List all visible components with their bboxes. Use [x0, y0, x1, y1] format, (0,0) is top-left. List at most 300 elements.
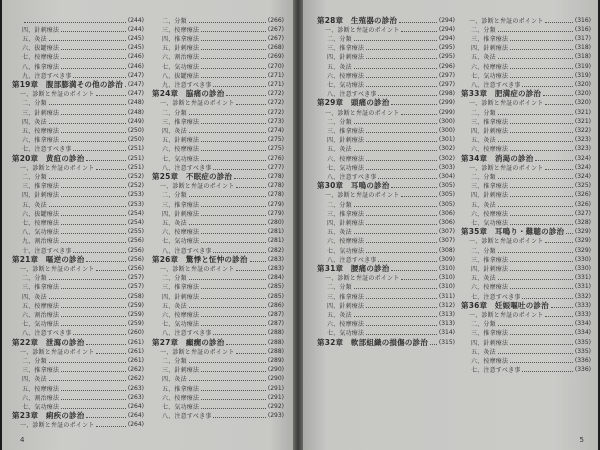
entry-title: 第24章 脇痛の診治 — [152, 89, 225, 99]
entry-page: (264) — [127, 421, 144, 429]
entry-title: 五、灸法 — [471, 275, 496, 283]
entry-page: (329) — [574, 246, 591, 254]
entry-title: 八、注意すべき事 — [162, 413, 212, 421]
entry-title: 五、灸法 — [162, 302, 187, 310]
page-number: 4 — [20, 436, 25, 444]
entry-title: 五、推拿療法 — [162, 385, 200, 393]
entry-page: (286) — [267, 301, 284, 309]
entry-page: (260) — [127, 329, 144, 337]
entry-title: 四、針刺療法 — [327, 302, 365, 310]
entry-title: 三、推拿療法 — [22, 367, 60, 375]
entry-page: (287) — [267, 320, 284, 328]
entry-page: (244) — [127, 25, 144, 33]
entry-page: (272) — [267, 90, 284, 98]
entry-title: 第34章 消渇の診治 — [461, 153, 534, 163]
entry-page: (247) — [127, 71, 144, 79]
entry-title: 五、灸法 — [471, 54, 496, 62]
entry-title: 六、推拿療法 — [22, 137, 60, 145]
entry-title: 四、灸法 — [22, 376, 47, 384]
entry-page: (291) — [267, 393, 284, 401]
entry-page: (306) — [438, 209, 455, 217]
entry-page: (282) — [267, 246, 284, 254]
entry-title: 三、推拿療法 — [471, 118, 509, 126]
entry-title: 四、推拿療法 — [162, 35, 200, 43]
entry-page: (249) — [127, 117, 144, 125]
entry-page: (259) — [127, 301, 144, 309]
entry-page: (307) — [438, 237, 455, 245]
entry-title: 七、按摩療法 — [22, 219, 60, 227]
entry-page: (258) — [127, 292, 144, 300]
entry-page: (244) — [127, 16, 144, 24]
entry-title: 三、推拿療法 — [162, 201, 200, 209]
entry-page: (300) — [438, 117, 455, 125]
entry-page: (323) — [574, 136, 591, 144]
entry-page: (288) — [267, 329, 284, 337]
entry-title: 五、灸法 — [22, 201, 47, 209]
entry-title: 第22章 泄瀉の診治 — [12, 337, 85, 347]
entry-title: 二、分類 — [327, 118, 352, 126]
entry-title: 五、灸法 — [162, 219, 187, 227]
entry-page: (256) — [127, 255, 144, 263]
entry-title: 三、推拿療法 — [471, 35, 509, 43]
entry-title: 六、按摩療法 — [327, 321, 365, 329]
entry-title: 五、針刺療法 — [162, 45, 200, 53]
entry-title: 四、針刺療法 — [471, 45, 509, 53]
entry-page: (313) — [438, 310, 455, 318]
entry-page: (293) — [267, 412, 284, 420]
entry-title: 七、按摩療法 — [22, 54, 60, 62]
entry-page: (320) — [574, 99, 591, 107]
entry-page: (323) — [574, 145, 591, 153]
entry-title: 七、気功療法 — [471, 72, 509, 80]
entry-page: (283) — [267, 255, 284, 263]
entry-page: (294) — [438, 34, 455, 42]
entry-title: 二、分類 — [22, 275, 47, 283]
entry-page: (336) — [574, 366, 591, 374]
entry-title: 二、分類 — [162, 357, 187, 365]
entry-page: (246) — [127, 62, 144, 70]
entry-title: 八、拔罐療法 — [162, 72, 200, 80]
entry-title: 八、気功療法 — [22, 229, 60, 237]
entry-title: 四、針刺療法 — [327, 54, 365, 62]
entry-title: 七、気功療法 — [162, 155, 200, 163]
entry-page: (278) — [267, 182, 284, 190]
entry-page: (254) — [127, 209, 144, 217]
dot-leader — [522, 371, 572, 372]
entry-page: (262) — [127, 375, 144, 383]
entry-page: (275) — [267, 145, 284, 153]
entry-title: 四、針刺療法 — [471, 339, 509, 347]
entry-page: (247) — [127, 80, 144, 88]
entry-page: (308) — [438, 246, 455, 254]
entry-title: 二、分類 — [162, 17, 187, 25]
entry-page: (326) — [574, 200, 591, 208]
entry-page: (248) — [127, 108, 144, 116]
entry-page: (334) — [574, 320, 591, 328]
entry-title: 三、推拿療法 — [471, 330, 509, 338]
entry-page: (305) — [438, 200, 455, 208]
entry-title: 六、按摩療法 — [162, 311, 200, 319]
entry-title: 一、診断と弁証のポイント — [20, 422, 95, 430]
entry-title: 六、按摩療法 — [162, 146, 200, 154]
entry-title: 三、推拿療法 — [162, 118, 200, 126]
entry-page: (297) — [438, 80, 455, 88]
entry-page: (270) — [267, 62, 284, 70]
entry-title: 第33章 肥満症の診治 — [461, 89, 542, 99]
entry-page: (305) — [438, 191, 455, 199]
entry-title: 第26章 驚悸と怔忡の診治 — [152, 254, 248, 264]
entry-page: (300) — [438, 126, 455, 134]
entry-title: 八、注意すべき事 — [22, 330, 72, 338]
entry-title: 二、分類 — [471, 109, 496, 117]
entry-title: 二、分類 — [327, 201, 352, 209]
entry-page: (280) — [267, 218, 284, 226]
entry-title: 七、気功療法 — [327, 81, 365, 89]
entry-title: 八、推拿療法 — [22, 63, 60, 71]
entry-page: (255) — [127, 228, 144, 236]
entry-title: 六、按摩療法 — [327, 238, 365, 246]
toc-entry — [152, 410, 284, 422]
entry-title: 四、針刺療法 — [22, 26, 60, 34]
entry-page: (333) — [574, 301, 591, 309]
entry-title: 四、灸法 — [162, 127, 187, 135]
entry-title: 四、灸法 — [22, 118, 47, 126]
entry-title: 五、灸法 — [327, 63, 352, 71]
entry-title: 六、拔罐療法 — [22, 45, 60, 53]
entry-page: (250) — [127, 136, 144, 144]
entry-title: 一、診断と弁証のポイント — [325, 109, 400, 117]
entry-title: 第27章 癲癇の診治 — [152, 337, 225, 347]
entry-page: (295) — [438, 53, 455, 61]
entry-page: (328) — [574, 218, 591, 226]
entry-page: (322) — [574, 126, 591, 134]
entry-title: 五、按摩療法 — [22, 302, 60, 310]
entry-title: 六、按摩療法 — [471, 63, 509, 71]
entry-page: (256) — [127, 264, 144, 272]
entry-page: (295) — [438, 44, 455, 52]
entry-title: 一、診断と弁証のポイント — [325, 192, 400, 200]
entry-title: 五、針刺療法 — [162, 137, 200, 145]
entry-page: (259) — [127, 310, 144, 318]
entry-page: (284) — [267, 274, 284, 282]
entry-title: 二、分類 — [162, 275, 187, 283]
entry-page: (331) — [574, 283, 591, 291]
entry-page: (261) — [127, 338, 144, 346]
entry-title: 七、気功療法 — [471, 219, 509, 227]
entry-title: 二、分類 — [471, 321, 496, 329]
entry-title: 第20章 黄疸の診治 — [12, 153, 85, 163]
entry-title: 五、按摩療法 — [22, 385, 60, 393]
entry-page: (285) — [267, 292, 284, 300]
entry-title: 五、灸法 — [471, 201, 496, 209]
entry-page: (287) — [267, 310, 284, 318]
entry-title: 五、按摩療法 — [22, 127, 60, 135]
entry-page: (298) — [438, 90, 455, 98]
dot-leader — [96, 426, 125, 427]
entry-title: 三、按摩療法 — [162, 26, 200, 34]
entry-title: 三、推拿療法 — [327, 127, 365, 135]
entry-title: 二、分類 — [162, 109, 187, 117]
entry-page: (245) — [127, 34, 144, 42]
entry-page: (288) — [267, 347, 284, 355]
entry-page: (331) — [574, 274, 591, 282]
entry-title: 六、按摩療法 — [162, 394, 200, 402]
entry-page: (329) — [574, 228, 591, 236]
entry-title: 一、診断と弁証のポイント — [469, 238, 544, 246]
entry-page: (269) — [267, 53, 284, 61]
entry-page: (321) — [574, 108, 591, 116]
entry-title: 四、針刺療法 — [471, 265, 509, 273]
entry-title: 一、診断と弁証のポイント — [160, 100, 235, 108]
dot-leader — [213, 417, 265, 418]
entry-page: (272) — [267, 99, 284, 107]
entry-title: 六、割治療法 — [22, 311, 60, 319]
entry-page: (301) — [438, 136, 455, 144]
entry-title: 一、診断と弁証のポイント — [469, 17, 544, 25]
entry-title: 七、気功療法 — [162, 321, 200, 329]
entry-title: 一、診断と弁証のポイント — [160, 265, 235, 273]
entry-title: 四、針刺療法 — [471, 127, 509, 135]
entry-title: 四、針刺療法 — [327, 137, 365, 145]
entry-title: 三、推拿療法 — [162, 284, 200, 292]
entry-title: 第29章 頭痛の診治 — [317, 98, 390, 108]
entry-title: 三、推拿療法 — [327, 293, 365, 301]
entry-title: 二、分類 — [471, 247, 496, 255]
entry-title: 五、灸法 — [327, 311, 352, 319]
entry-title: 六、按摩療法 — [162, 229, 200, 237]
entry-title: 第28章 生殖器の診治 — [317, 15, 398, 25]
entry-page: (313) — [438, 320, 455, 328]
entry-page: (310) — [438, 264, 455, 272]
entry-title: 三、針刺療法 — [162, 367, 200, 375]
entry-page: (324) — [574, 163, 591, 171]
entry-page: (267) — [267, 34, 284, 42]
chapter-entry — [317, 336, 455, 348]
entry-page: (254) — [127, 218, 144, 226]
entry-title: 第32章 軟部組織の損傷の診治 — [317, 337, 428, 347]
entry-page: (253) — [127, 191, 144, 199]
entry-page: (245) — [127, 44, 144, 52]
entry-title: 六、拔罐療法 — [22, 210, 60, 218]
entry-title: 七、気功療法 — [162, 63, 200, 71]
entry-title: 三、推拿療法 — [471, 256, 509, 264]
entry-title: 八、注意すべき事 — [162, 247, 212, 255]
entry-page: (303) — [438, 163, 455, 171]
entry-page: (266) — [267, 16, 284, 24]
entry-title: 四、針刺療法 — [22, 192, 60, 200]
entry-page: (252) — [127, 172, 144, 180]
entry-title: 六、割治療法 — [22, 394, 60, 402]
entry-title: 第30章 耳鳴の診治 — [317, 181, 390, 191]
entry-title: 三、推拿療法 — [22, 183, 60, 191]
entry-title: 六、按摩療法 — [471, 146, 509, 154]
entry-page: (261) — [127, 347, 144, 355]
entry-title: 七、気功療法 — [327, 330, 365, 338]
entry-title: 第25章 不眠症の診治 — [152, 171, 233, 181]
entry-title: 八、注意すべき事 — [327, 173, 377, 181]
entry-page: (316) — [574, 25, 591, 33]
entry-page: (333) — [574, 310, 591, 318]
entry-page: (261) — [127, 356, 144, 364]
entry-title: 七、気功療法 — [162, 238, 200, 246]
entry-title: 第36章 妊娠嘔吐の診治 — [461, 300, 549, 310]
entry-page: (317) — [574, 34, 591, 42]
entry-title: 第35章 耳鳴り・難聴の診治 — [461, 227, 565, 237]
entry-page: (320) — [574, 80, 591, 88]
entry-title: 一、診断と弁証のポイント — [20, 348, 95, 356]
entry-title: 八、注意すべき事 — [471, 81, 521, 89]
entry-title: 七、気功療法 — [22, 403, 60, 411]
entry-page: (334) — [574, 329, 591, 337]
entry-title: 三、推拿療法 — [327, 45, 365, 53]
entry-page: (276) — [267, 154, 284, 162]
entry-page: (267) — [267, 25, 284, 33]
entry-page: (306) — [438, 218, 455, 226]
entry-title: 二、分類 — [22, 100, 47, 108]
entry-page: (262) — [127, 366, 144, 374]
entry-title: 六、按摩療法 — [471, 284, 509, 292]
entry-title: 二、分類 — [471, 26, 496, 34]
entry-title: 一、診断と弁証のポイント — [469, 311, 544, 319]
entry-title: 五、灸法 — [471, 348, 496, 356]
entry-page: (314) — [438, 329, 455, 337]
entry-title: 一、診断と弁証のポイント — [469, 100, 544, 108]
entry-page: (311) — [438, 292, 455, 300]
entry-page: (283) — [267, 264, 284, 272]
entry-page: (257) — [127, 283, 144, 291]
entry-page: (319) — [574, 71, 591, 79]
entry-page: (325) — [574, 182, 591, 190]
entry-page: (324) — [574, 154, 591, 162]
entry-title: 四、灸法 — [22, 293, 47, 301]
entry-page: (288) — [267, 338, 284, 346]
entry-page: (307) — [438, 228, 455, 236]
entry-title: 四、針刺療法 — [327, 219, 365, 227]
entry-page: (253) — [127, 200, 144, 208]
entry-page: (304) — [438, 172, 455, 180]
dot-leader — [430, 344, 437, 345]
entry-title: 十、注意すべき事 — [22, 247, 72, 255]
entry-page: (251) — [127, 163, 144, 171]
entry-page: (285) — [267, 283, 284, 291]
entry-title: 七、気功療法 — [327, 164, 365, 172]
entry-page: (294) — [438, 25, 455, 33]
entry-page: (296) — [438, 62, 455, 70]
entry-page: (310) — [438, 274, 455, 282]
entry-page: (321) — [574, 117, 591, 125]
entry-title: 二、分類 — [327, 35, 352, 43]
entry-title: 三、推拿療法 — [22, 284, 60, 292]
entry-page: (297) — [438, 71, 455, 79]
entry-title: 八、注意すべき事 — [327, 256, 377, 264]
entry-page: (302) — [438, 145, 455, 153]
entry-page: (246) — [127, 53, 144, 61]
entry-page: (281) — [267, 228, 284, 236]
entry-page: (274) — [267, 126, 284, 134]
entry-page: (332) — [574, 292, 591, 300]
entry-page: (294) — [438, 16, 455, 24]
entry-title: 第31章 腰痛の診治 — [317, 263, 390, 273]
entry-title: 六、割治療法 — [162, 54, 200, 62]
entry-title: 三、推拿療法 — [471, 183, 509, 191]
entry-page: (256) — [127, 237, 144, 245]
entry-title: 二、分類 — [327, 284, 352, 292]
entry-page: (326) — [574, 191, 591, 199]
entry-page: (281) — [267, 237, 284, 245]
entry-title: 五、灸法 — [327, 229, 352, 237]
entry-page: (291) — [267, 384, 284, 392]
entry-page: (335) — [574, 338, 591, 346]
entry-page: (256) — [127, 246, 144, 254]
entry-page: (251) — [127, 154, 144, 162]
entry-page: (320) — [574, 90, 591, 98]
entry-page: (316) — [574, 16, 591, 24]
entry-title: 三、針刺療法 — [22, 109, 60, 117]
entry-title: 四、針刺療法 — [162, 293, 200, 301]
entry-title: 八、注意すべき事 — [162, 330, 212, 338]
entry-page: (252) — [127, 182, 144, 190]
entry-page: (257) — [127, 274, 144, 282]
entry-page: (327) — [574, 209, 591, 217]
toc-entry — [461, 364, 591, 376]
entry-page: (272) — [267, 108, 284, 116]
entry-title: 九、注意すべき事 — [22, 72, 72, 80]
entry-page: (279) — [267, 209, 284, 217]
book-gutter — [293, 0, 303, 450]
entry-page: (278) — [267, 172, 284, 180]
entry-page: (329) — [574, 237, 591, 245]
entry-page: (336) — [574, 356, 591, 364]
entry-page: (309) — [438, 255, 455, 263]
entry-title: 八、注意すべき事 — [162, 164, 212, 172]
entry-title: 五、灸法 — [471, 137, 496, 145]
entry-title: 第19章 腹部膨満その他の診治 — [12, 79, 123, 89]
entry-title: 一、診断と弁証のポイント — [160, 348, 235, 356]
entry-page: (275) — [267, 136, 284, 144]
entry-title: 一、診断と弁証のポイント — [469, 164, 544, 172]
entry-title: 二、分類 — [162, 192, 187, 200]
entry-title: 三、推拿療法 — [327, 210, 365, 218]
entry-page: (290) — [267, 375, 284, 383]
entry-title: 五、灸法 — [22, 35, 47, 43]
entry-page: (318) — [574, 44, 591, 52]
entry-page: (319) — [574, 62, 591, 70]
entry-page: (278) — [267, 191, 284, 199]
entry-page: (330) — [574, 255, 591, 263]
entry-page: (271) — [267, 80, 284, 88]
entry-page: (324) — [574, 172, 591, 180]
entry-page: (330) — [574, 264, 591, 272]
entry-page: (277) — [267, 163, 284, 171]
entry-title: 七、注意すべき事 — [471, 367, 521, 375]
entry-page: (264) — [127, 402, 144, 410]
entry-page: (259) — [127, 320, 144, 328]
entry-page: (315) — [438, 338, 455, 346]
entry-page: (251) — [127, 145, 144, 153]
entry-title: 七、気功療法 — [327, 247, 365, 255]
entry-page: (335) — [574, 347, 591, 355]
entry-title: 一、診断と弁証のポイント — [325, 26, 400, 34]
entry-title: 六、按摩療法 — [471, 357, 509, 365]
entry-page: (264) — [127, 412, 144, 420]
entry-page: (263) — [127, 393, 144, 401]
entry-title: 六、按摩療法 — [327, 72, 365, 80]
entry-title: 六、按摩療法 — [327, 155, 365, 163]
entry-page: (292) — [267, 402, 284, 410]
entry-page: (247) — [127, 90, 144, 98]
toc-entry — [12, 419, 144, 431]
entry-page: (273) — [267, 117, 284, 125]
